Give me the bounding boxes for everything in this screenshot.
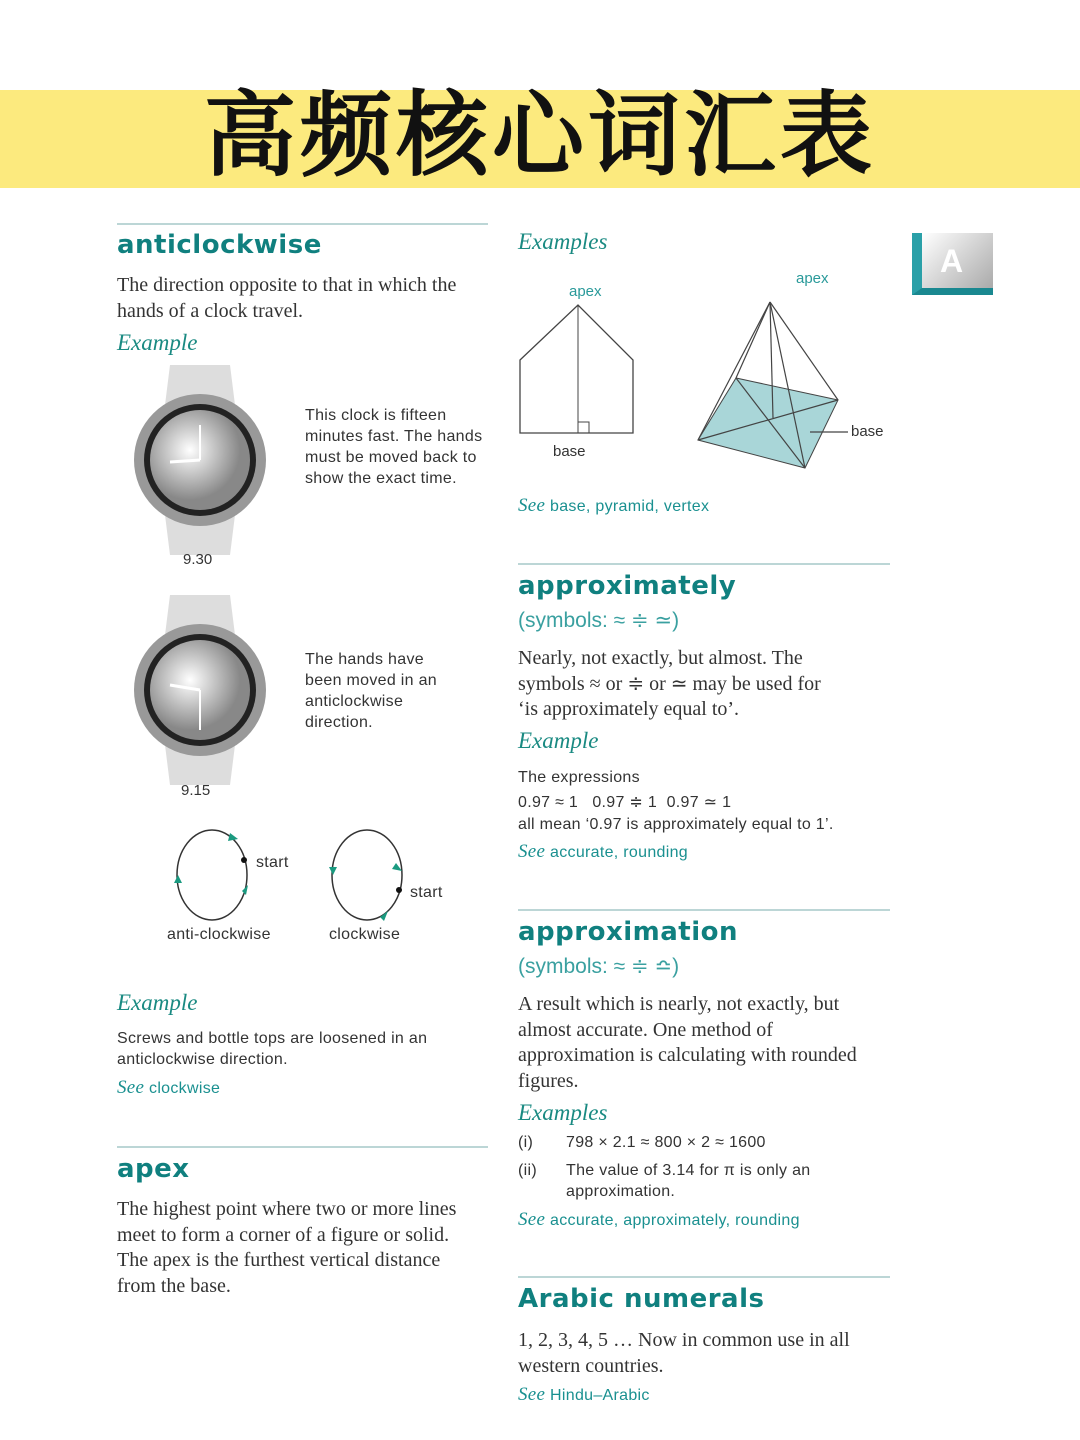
example-num: (i) bbox=[518, 1134, 534, 1151]
divider bbox=[518, 563, 890, 565]
see-label: See bbox=[518, 495, 546, 516]
entry-heading: approximation bbox=[518, 917, 738, 947]
entry-heading: Arabic numerals bbox=[518, 1284, 765, 1314]
watch-icon bbox=[130, 365, 280, 555]
watch-icon bbox=[130, 595, 280, 785]
example-text: all mean ‘0.97 is approximately equal to 1’. bbox=[518, 816, 834, 833]
see-label: See bbox=[518, 1209, 546, 1230]
example-text: The value of 3.14 for π is only an approximation. bbox=[566, 1162, 811, 1200]
see-label: See bbox=[117, 1077, 145, 1098]
clock-caption: This clock is fifteen minutes fast. The hands must be moved back to show the exact time. bbox=[305, 407, 483, 487]
page-title: 高频核心词汇表 bbox=[203, 82, 876, 189]
apex-label: apex bbox=[796, 270, 829, 287]
definition: 1, 2, 3, 4, 5 … Now in common use in all western countries. bbox=[518, 1329, 850, 1377]
definition: The highest point where two or more lines meet to form a corner of a figure or solid. The apex is the furthest vertical distance from the base. bbox=[117, 1198, 457, 1297]
rotation-diagram bbox=[170, 825, 470, 930]
base-label: base bbox=[851, 423, 884, 440]
start-label: start bbox=[256, 854, 289, 871]
example-label: Example bbox=[117, 330, 198, 355]
see-label: See bbox=[518, 1384, 546, 1405]
entry-heading: apex bbox=[117, 1154, 190, 1184]
examples-label: Examples bbox=[518, 229, 608, 254]
base-label: base bbox=[553, 443, 586, 460]
definition: A result which is nearly, not exactly, but almost accurate. One method of approximation is calculating with rounded figures. bbox=[518, 993, 857, 1092]
divider bbox=[518, 1276, 890, 1278]
see-also bbox=[117, 1077, 220, 1099]
see-link[interactable]: Hindu–Arabic bbox=[550, 1387, 650, 1404]
anticlockwise-label: anti-clockwise bbox=[167, 926, 271, 943]
definition: Nearly, not exactly, but almost. The symbols ≈ or ≑ or ≃ may be used for ‘is approximately equal to’. bbox=[518, 647, 821, 720]
divider bbox=[117, 1146, 488, 1148]
divider bbox=[117, 223, 488, 225]
see-also bbox=[518, 1384, 650, 1406]
entry-heading: anticlockwise bbox=[117, 230, 322, 260]
examples-label: Examples bbox=[518, 1100, 608, 1125]
see-also bbox=[518, 495, 709, 517]
start-label: start bbox=[410, 884, 443, 901]
example-text: The expressions bbox=[518, 769, 640, 786]
see-link[interactable]: base, pyramid, vertex bbox=[550, 498, 710, 515]
entry-heading: approximately bbox=[518, 571, 737, 601]
definition: The direction opposite to that in which the hands of a clock travel. bbox=[117, 274, 457, 322]
letter-tab bbox=[912, 233, 993, 295]
symbols: (symbols: ≈ ≑ ≏) bbox=[518, 955, 680, 978]
clock-caption: The hands have been moved in an anticlockwise direction. bbox=[305, 651, 438, 731]
divider bbox=[518, 909, 890, 911]
tab-letter: A bbox=[940, 243, 964, 279]
see-also bbox=[518, 1209, 800, 1231]
example-text: 798 × 2.1 ≈ 800 × 2 ≈ 1600 bbox=[566, 1134, 766, 1151]
example-num: (ii) bbox=[518, 1162, 537, 1179]
example-text: 0.97 ≈ 1 0.97 ≑ 1 0.97 ≃ 1 bbox=[518, 794, 732, 811]
see-label: See bbox=[518, 841, 546, 862]
apex-label: apex bbox=[569, 283, 602, 300]
example-label: Example bbox=[117, 990, 198, 1015]
see-link[interactable]: clockwise bbox=[149, 1080, 221, 1097]
clockwise-label: clockwise bbox=[329, 926, 401, 943]
see-link[interactable]: accurate, approximately, rounding bbox=[550, 1212, 800, 1229]
example-text: Screws and bottle tops are loosened in an anticlockwise direction. bbox=[117, 1030, 428, 1068]
clock-time: 9.15 bbox=[181, 782, 211, 799]
see-link[interactable]: accurate, rounding bbox=[550, 844, 688, 861]
clock-time: 9.30 bbox=[183, 551, 213, 568]
example-label: Example bbox=[518, 728, 599, 753]
see-also bbox=[518, 841, 688, 863]
symbols: (symbols: ≈ ≑ ≃) bbox=[518, 609, 680, 632]
